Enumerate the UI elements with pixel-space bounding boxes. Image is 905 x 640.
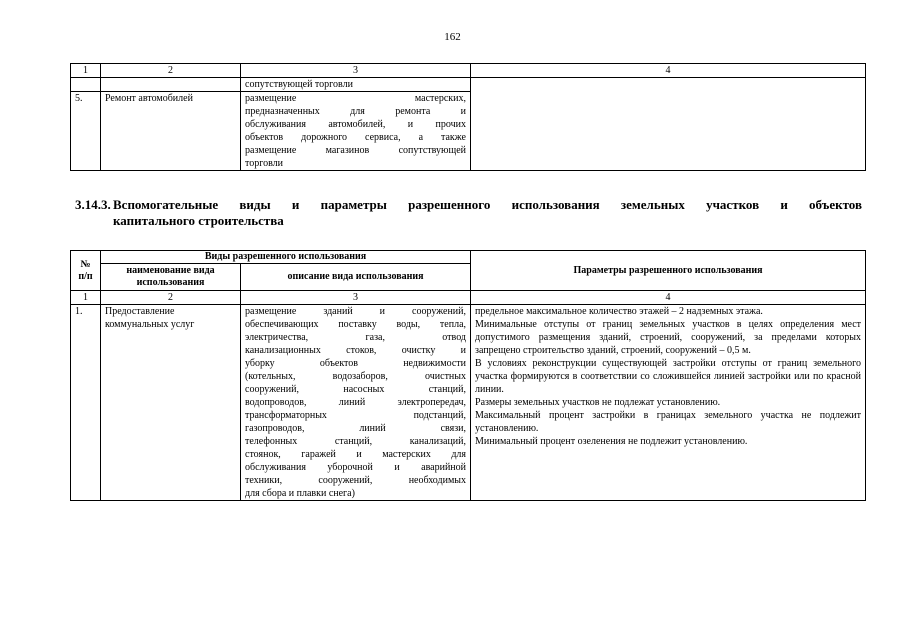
section-title-line1: Вспомогательные виды и параметры разрешенного использования земельных участков и объектов (113, 197, 862, 212)
row-params: предельное максимальное количество этажей – 2 надземных этажа. Минимальные отступы от границ земельных участков в целях определения мест допустимого размещения зданий, строений, сооружений, за пределами которых запрещено строительство зданий, строений, сооружений – 0,5 м. В условиях реконструкции существующей застройки отступы от границ земельного участка формируются в соответствии со сложившейся линией застройки или по красной линии. Размеры земельных участков не подлежат установлению. Максимальный процент застройки в границах земельного участка не подлежит установлению. Минимальный процент озеленения не подлежит установлению. (471, 305, 866, 501)
col-number-3: 3 (241, 64, 471, 78)
col-number-4: 4 (471, 291, 866, 305)
table-row (71, 305, 866, 501)
header-num: № п/п (71, 251, 101, 291)
col-number-1: 1 (71, 64, 101, 78)
row-description: размещение мастерских, предназначенных для ремонта и обслуживания автомобилей, и прочих объектов дорожного сервиса, а также размещение магазинов сопутствующей торговли (241, 92, 471, 171)
auxiliary-uses-table (70, 250, 866, 501)
row-number: 1. (71, 305, 101, 501)
col-number-2: 2 (101, 64, 241, 78)
col-number-3: 3 (241, 291, 471, 305)
header-row (71, 251, 866, 264)
header-name: наименование вида использования (101, 264, 241, 291)
row-number: 5. (71, 92, 101, 171)
continued-table (70, 63, 866, 171)
row-description: размещение зданий и сооружений, обеспечивающих поставку воды, тепла, электричества, газа, отвод канализационных стоков, очистку и уборку объектов недвижимости (котельных, водозаборов, очистных сооружений, насосных станций, водопроводов, линий электропередач, трансформаторных подстанций, газопроводов, линий связи, телефонных станций, канализаций, стоянок, гаражей и мастерских для обслуживания уборочной и аварийной техники, сооружений, необходимых для сбора и плавки снега) (241, 305, 471, 501)
row-name: Ремонт автомобилей (101, 92, 241, 171)
section-title-line2: капитального строительства (113, 213, 284, 228)
section-heading (75, 197, 862, 229)
section-number: 3.14.3. (75, 197, 111, 212)
row-name: Предоставление коммунальных услуг (101, 305, 241, 501)
col-number-2: 2 (101, 291, 241, 305)
header-params: Параметры разрешенного использования (471, 251, 866, 291)
page-number: 162 (444, 31, 461, 43)
table-row (71, 78, 866, 92)
header-description: описание вида использования (241, 264, 471, 291)
col-number-4: 4 (471, 64, 866, 78)
header-group: Виды разрешенного использования (101, 251, 471, 264)
row-params (471, 78, 866, 171)
column-number-row (71, 64, 866, 78)
col-number-1: 1 (71, 291, 101, 305)
row-description: сопутствующей торговли (241, 78, 471, 92)
column-number-row (71, 291, 866, 305)
